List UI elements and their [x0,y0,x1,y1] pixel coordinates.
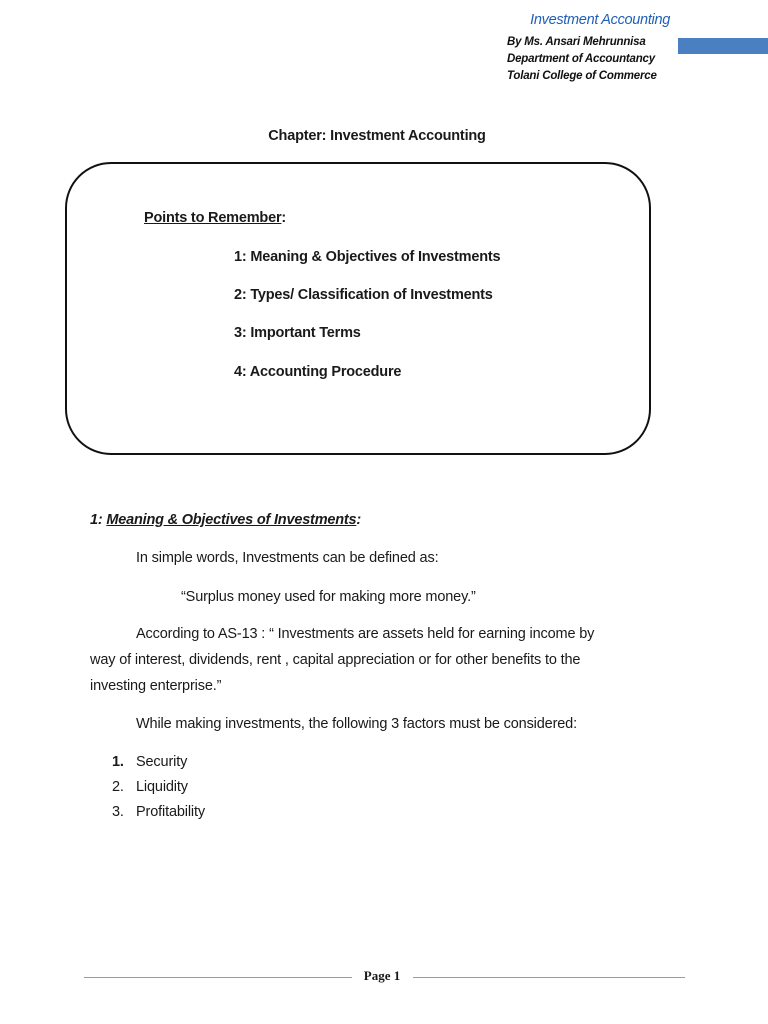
section-number: 1 [90,512,98,528]
section-separator: : [97,512,103,528]
list-item-number: 1. [112,754,124,770]
point-item-1: 1: Meaning & Objectives of Investments [234,249,501,265]
as13-line-1: According to AS-13 : “ Investments are assets held for earning income by [136,626,595,642]
points-heading-colon: : [281,210,287,226]
list-item-number: 2. [112,779,124,795]
list-item-label: Profitability [136,804,205,820]
header-author: By Ms. Ansari Mehrunnisa [507,36,646,48]
section-title: Meaning & Objectives of Investments [106,512,357,528]
as13-line-3: investing enterprise.” [90,678,222,694]
footer-divider-right [413,977,685,978]
page-number: Page 1 [363,968,401,983]
list-item-label: Liquidity [136,779,188,795]
header-accent-bar [678,38,768,54]
point-item-2: 2: Types/ Classification of Investments [234,287,493,303]
list-item-label: Security [136,754,188,770]
points-to-remember-box [65,162,651,455]
header-college: Tolani College of Commerce [507,70,657,82]
definition-quote: “Surplus money used for making more money.” [181,589,476,605]
list-item [112,779,188,795]
list-item [112,754,187,770]
points-heading-text: Points to Remember [144,210,282,226]
header-department: Department of Accountancy [507,53,655,65]
chapter-title: Chapter: Investment Accounting [268,128,486,144]
section-colon: : [356,512,362,528]
definition-intro: In simple words, Investments can be defined as: [136,550,439,566]
footer-divider-left [84,977,352,978]
as13-line-2: way of interest, dividends, rent , capital appreciation or for other benefits to the [90,652,581,668]
points-heading [144,210,286,226]
list-item [112,804,205,820]
point-item-4: 4: Accounting Procedure [234,364,402,380]
list-item-number: 3. [112,804,124,820]
factors-intro: While making investments, the following 3 factors must be considered: [136,716,577,732]
section-heading [90,512,361,528]
point-item-3: 3: Important Terms [234,325,361,341]
header-title: Investment Accounting [530,12,670,28]
